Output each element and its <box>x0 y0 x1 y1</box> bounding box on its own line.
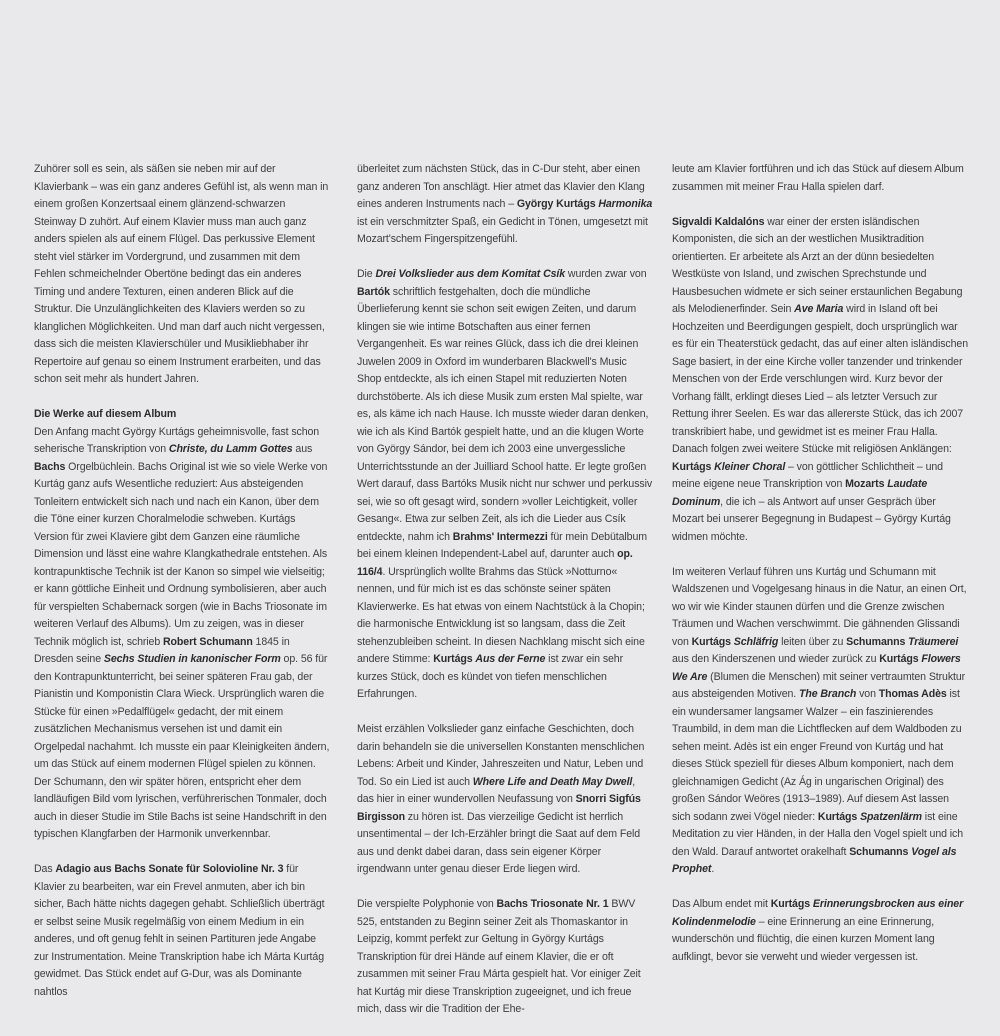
paragraph: Das Album endet mit Kurtágs Erinnerungsbrocken aus einer Kolindenmelodie – eine Erinnerung an eine Erinnerung, wunderschön und flüchtig, die einen kurzen Moment lang aufklingt, bevor sie verweht und wieder vergessen ist. <box>672 898 964 963</box>
text-column-3 <box>672 161 970 984</box>
paragraph: Zuhörer soll es sein, als säßen sie neben mir auf der Klavierbank – was ein ganz anderes Gefühl ist, als wenn man in einem großen Konzertsaal einem glänzend-schwarzen Steinway D zuhört. Auf einem Klavier muss man auch ganz anders spielen als auf einem Flügel. Das perkussive Element steht viel stärker im Vordergrund, und zusammen mit dem Fehlen schmeichelnder Obertöne bedingt das ein anderes Timing und andere Texturen, einen anderen Blick auf die Struktur. Die Unzulänglichkeiten des Klaviers werden so zu klanglichen Möglichkeiten. Und man darf auch nicht vergessen, dass sich die meisten Klavierschüler und Musikliebhaber ihr Repertoire auf genau so einem Instrument erarbeiten, und das schon seit mehr als hundert Jahren. <box>34 163 329 385</box>
paragraph: Den Anfang macht György Kurtágs geheimnisvolle, fast schon seherische Transkription von Christe, du Lamm Gottes aus Bachs Orgelbüchlein. Bachs Original ist wie so viele Werke von Kurtág ganz aufs Wesentliche reduziert: Aus absteigenden Tonleitern entwickelt sich nach und nach ein Kanon, über dem die Töne einer kurzen Choralmelodie schweben. Kurtágs Version für zwei Klaviere gibt dem Ganzen eine räumliche Dimension und lässt eine wahre Klangkathedrale entstehen. Als kontrapunktische Technik ist der Kanon so simpel wie vielseitig; er kann göttliche Einheit und Ordnung symbolisieren, aber auch für verspielten Schabernack sorgen (wie in Bachs Triosonate im weiteren Verlauf des Albums). Um zu zeigen, was in dieser Technik möglich ist, schrieb Robert Schumann 1845 in Dresden seine Sechs Studien in kanonischer Form op. 56 für den Kontrapunktunterricht, bei seiner späteren Frau gab, der Pianistin und Komponistin Clara Wieck. Ursprünglich waren die Stücke für einen »Pedalflügel« gedacht, der mit einem zusätzlichen Mechanismus versehen ist und damit ein Orgelpedal nachahmt. Ich musste ein paar Kleinigkeiten ändern, um das Stück auf einem modernen Flügel spielen zu können. Der Schumann, den wir später hören, entspricht eher dem landläufigen Bild vom lyrischen, verführerischen Tonmaler, doch auch in dieser Studie im Stile Bachs ist seine Handschrift in den typischen Klangfarben der Harmonik unverkennbar. <box>34 425 330 840</box>
section-heading: Die Werke auf diesem Album <box>34 408 177 420</box>
text-column-2 <box>357 161 653 1036</box>
paragraph: Im weiteren Verlauf führen uns Kurtág und Schumann mit Waldszenen und Vogelgesang hinaus in die Natur, an einen Ort, wo wir wie Kinder staunen dürfen und die Grenze zwischen Träumen und Wachen verschwimmt. Die gähnenden Glissandi von Kurtágs Schläfrig leiten über zu Schumanns Träumerei aus den Kinderszenen und wieder zurück zu Kurtágs Flowers We Are (Blumen die Menschen) mit seiner vertraumten Struktur aus absteigenden Motiven. The Branch von Thomas Adès ist ein wundersamer langsamer Walzer – ein faszinierendes Traumbild, in dem man die Lichtflecken auf dem Waldboden zu sehen meint. Adès ist ein enger Freund von Kurtág und hat dieses Stück speziell für dieses Album komponiert, nach dem gleichnamigen Gedicht (Az Ág in ungarischen Original) des großen Sándor Weöres (1913–1989). Auf diesem Ast lassen sich sodann zwei Vögel nieder: Kurtágs Spatzenlärm ist eine Meditation zu vier Händen, in der Halla den Vogel spielt und ich den Wald. Darauf antwortet orakelhaft Schumanns Vogel als Prophet. <box>672 565 967 875</box>
paragraph: überleitet zum nächsten Stück, das in C-Dur steht, aber einen ganz anderen Ton anschlägt. Hier atmet das Klavier den Klang eines anderen Instruments nach – György Kurtágs Harmonika ist ein verschmitzter Spaß, ein Gedicht in Tönen, umgesetzt mit Mozart'schem Fingerspitzengefühl. <box>357 163 653 245</box>
paragraph: Das Adagio aus Bachs Sonate für Solovioline Nr. 3 für Klavier zu bearbeiten, war ein Frevel anmuten, aber ich bin sicher, Bach hätte nichts dagegen gehabt. Schließlich überträgt er selbst seine Musik regelmäßig von einem Medium in ein anderes, und oft genug fehlt in seinen Partituren jede Angabe zur Instrumentation. Meine Transkription habe ich Márta Kurtág gewidmet. Das Stück endet auf G-Dur, was als Dominante nahtlos <box>34 863 325 998</box>
paragraph: leute am Klavier fortführen und ich das Stück auf diesem Album zusammen mit meiner Frau Halla spielen darf. <box>672 163 964 193</box>
paragraph: Die Drei Volkslieder aus dem Komitat Csík wurden zwar von Bartók schriftlich festgehalten, doch die mündliche Überlieferung kennt sie schon seit ewigen Zeiten, und darum klingen sie wie intime Botschaften aus einer fernen Vergangenheit. Es war reines Glück, dass ich die drei kleinen Juwelen 2009 in Oxford im wunderbaren Blackwell's Music Shop entdeckte, als ich einen Stapel mit reduzierten Noten durchstöberte. Als ich diese Musik zum ersten Mal spielte, war es, als käme ich nach Hause. Ich musste wieder daran denken, wie ich als Kind Bartók gespielt hatte, und an die klugen Worte von György Sándor, bei dem ich 2003 eine unvergessliche Unterrichtsstunde an der Juilliard School hatte. Er legte großen Wert darauf, dass Bartóks Musik nicht nur schwer und perkussiv sei, wie so oft gesagt wird, sondern »voller Leichtigkeit, voller Gesang«. Etwa zur selben Zeit, als ich die Lieder aus Csík entdeckte, nahm ich Brahms' Intermezzi für mein Debütalbum bei einem kleinen Independent-Label auf, darunter auch op. 116/4. Ursprünglich wollte Brahms das Stück »Notturno« nennen, und für mich ist es das schönste seiner späten Klavierwerke. Es hat etwas von einem Nachtstück à la Chopin; die harmonische Entwicklung ist so langsam, dass die Zeit stehenzubleiben scheint. In diesen Nachklang mischt sich eine andere Stimme: Kurtágs Aus der Ferne ist zwar ein sehr kurzes Stück, doch es kündet von tiefen menschlichen Erfahrungen. <box>357 268 653 700</box>
paragraph: Meist erzählen Volkslieder ganz einfache Geschichten, doch darin behandeln sie die universellen Konstanten menschlichen Lebens: Arbeit und Kinder, Jahreszeiten und Natur, Leben und Tod. So ein Lied ist auch Where Life and Death May Dwell, das hier in einer wundervollen Neufassung von Snorri Sigfús Birgisson zu hören ist. Das vierzeilige Gedicht ist herrlich unsentimental – der Ich-Erzähler bringt die Saat auf dem Feld aus und denkt dabei daran, dass sein eigener Körper irgendwann unter genau dieser Erde liegen wird. <box>357 723 645 875</box>
paragraph: Die verspielte Polyphonie von Bachs Triosonate Nr. 1 BWV 525, entstanden zu Beginn seiner Zeit als Thomaskantor in Leipzig, kommt perfekt zur Geltung in György Kurtágs Transkription für drei Hände auf einem Klavier, die er oft zusammen mit seiner Frau Márta gespielt hat. Vor einiger Zeit hat Kurtág mir diese Transkription zugeeignet, und ich freue mich, dass wir die Tradition der Ehe- <box>357 898 641 1015</box>
paragraph: Sigvaldi Kaldalóns war einer der ersten isländischen Komponisten, die sich an der westlichen Musiktradition orientierten. Er arbeitete als Arzt an der dünn besiedelten Westküste von Island, und zwischen Sprechstunde und Hausbesuchen widmete er sich seiner erstaunlichen Begabung als Melodienerfinder. Sein Ave Maria wird in Island oft bei Hochzeiten und Beerdigungen gespielt, doch ursprünglich war es für ein Theaterstück gedacht, das auf einer alten isländischen Sage basiert, in der eine Kirche voller tanzender und trinkender Menschen von der Erde verschlungen wird. Kurz bevor der Vorhang fällt, erklingt dieses Lied – als letzter Versuch zur Rettung ihrer Seelen. Es war das allererste Stück, das ich 2007 transkribiert habe, und gewidmet ist es meiner Frau Halla. Danach folgen zwei weitere Stücke mit religiösen Anklängen: Kurtágs Kleiner Choral – von göttlicher Schlichtheit – und meine eigene neue Transkription von Mozarts Laudate Dominum, die ich – als Antwort auf unser Gespräch über Mozart bei unserer Begegnung in Budapest – György Kurtág widmen möchte. <box>672 215 969 543</box>
text-column-1 <box>34 161 330 1019</box>
